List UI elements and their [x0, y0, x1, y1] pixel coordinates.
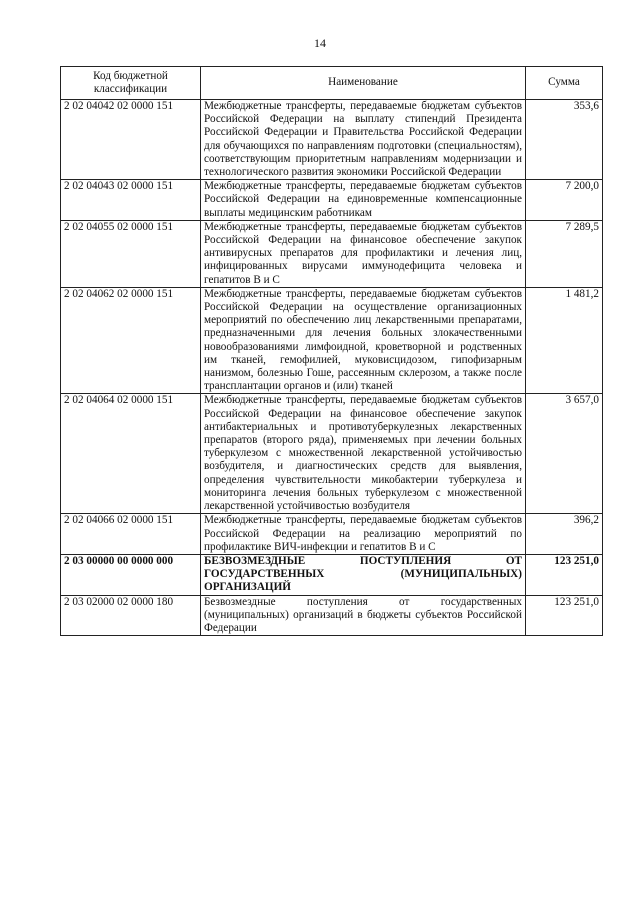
row-sum: 3 657,0 [526, 394, 603, 514]
row-name: Безвозмездные поступления от государственных (муниципальных) организаций в бюджеты субъектов Российской Федерации [201, 595, 526, 636]
row-sum: 7 200,0 [526, 180, 603, 221]
row-name: Межбюджетные трансферты, передаваемые бюджетам субъектов Российской Федерации на осуществление организационных мероприятий по обеспечению лиц лекарственными препаратами, предназначенными для лечения больных злокачественными новообразованиями лимфоидной, кроветворной и родственных им тканей, гемофилией, муковисцидозом, гипофизарным нанизмом, болезнью Гоше, рассеянным склерозом, а также после трансплантации органов и (или) тканей [201, 287, 526, 394]
row-name: БЕЗВОЗМЕЗДНЫЕ ПОСТУПЛЕНИЯ ОТ ГОСУДАРСТВЕННЫХ (МУНИЦИПАЛЬНЫХ) ОРГАНИЗАЦИЙ [201, 554, 526, 595]
row-sum: 396,2 [526, 514, 603, 555]
row-sum: 1 481,2 [526, 287, 603, 394]
table-row [61, 514, 603, 555]
row-sum: 123 251,0 [526, 554, 603, 595]
row-code: 2 02 04055 02 0000 151 [61, 220, 201, 287]
header-name: Наименование [201, 67, 526, 100]
table-header-row [61, 67, 603, 100]
row-name: Межбюджетные трансферты, передаваемые бюджетам субъектов Российской Федерации на реализацию мероприятий по профилактике ВИЧ-инфекции и гепатитов B и C [201, 514, 526, 555]
table-row [61, 595, 603, 636]
page-number: 14 [314, 36, 326, 50]
row-code: 2 02 04043 02 0000 151 [61, 180, 201, 221]
row-name: Межбюджетные трансферты, передаваемые бюджетам субъектов Российской Федерации на единовременные компенсационные выплаты медицинским работникам [201, 180, 526, 221]
budget-table [60, 66, 603, 636]
row-code: 2 02 04064 02 0000 151 [61, 394, 201, 514]
table-row [61, 220, 603, 287]
row-sum: 7 289,5 [526, 220, 603, 287]
row-code: 2 02 04042 02 0000 151 [61, 100, 201, 180]
table-row-total [61, 554, 603, 595]
row-code: 2 02 04062 02 0000 151 [61, 287, 201, 394]
row-sum: 123 251,0 [526, 595, 603, 636]
table-row [61, 394, 603, 514]
table-row [61, 287, 603, 394]
row-name: Межбюджетные трансферты, передаваемые бюджетам субъектов Российской Федерации на финансовое обеспечение закупок антибактериальных и противотуберкулезных лекарственных препаратов (второго ряда), применяемых при лечении больных туберкулезом с множественной лекарственной устойчивостью возбудителя, и диагностических средств для выявления, определения чувствительности микобактерии туберкулеза и мониторинга лечения больных туберкулезом с множественной лекарственной устойчивостью возбудителя [201, 394, 526, 514]
header-sum: Сумма [526, 67, 603, 100]
header-code: Код бюджетной классификации [61, 67, 201, 100]
table-row [61, 180, 603, 221]
row-sum: 353,6 [526, 100, 603, 180]
row-name: Межбюджетные трансферты, передаваемые бюджетам субъектов Российской Федерации на выплату стипендий Президента Российской Федерации и Правительства Российской Федерации для обучающихся по направлениям подготовки (специальностям), соответствующим приоритетным направлениям модернизации и технологического развития экономики Российской Федерации [201, 100, 526, 180]
row-name: Межбюджетные трансферты, передаваемые бюджетам субъектов Российской Федерации на финансовое обеспечение закупок антивирусных препаратов для профилактики и лечения лиц, инфицированных вирусами иммунодефицита человека и гепатитов B и C [201, 220, 526, 287]
table-row [61, 100, 603, 180]
row-code: 2 03 02000 02 0000 180 [61, 595, 201, 636]
row-code: 2 03 00000 00 0000 000 [61, 554, 201, 595]
row-code: 2 02 04066 02 0000 151 [61, 514, 201, 555]
